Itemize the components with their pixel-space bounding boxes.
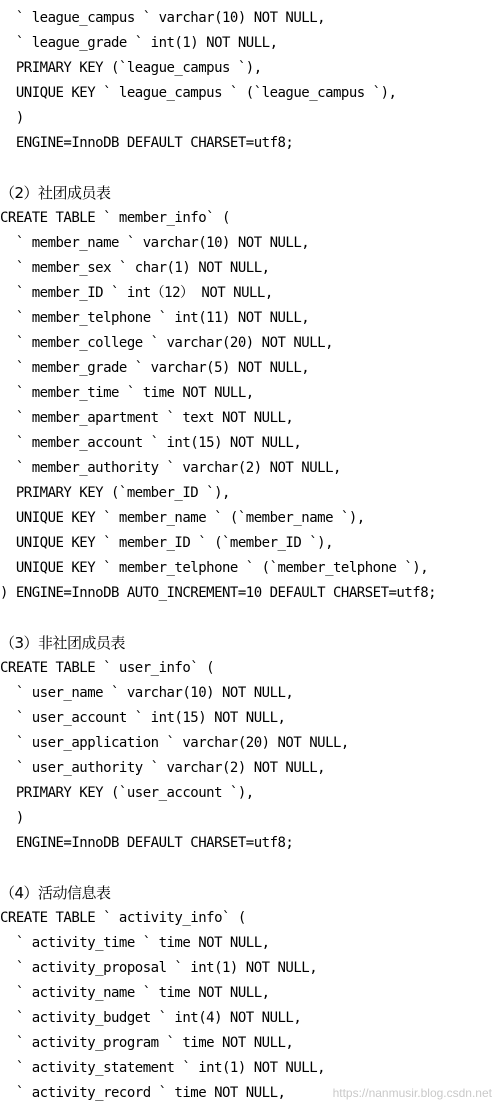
code-line: ` member_grade ` varchar(5) NOT NULL, — [0, 360, 310, 376]
code-line: ` activity_record ` time NOT NULL, — [0, 1085, 286, 1101]
code-line: ` activity_statement ` int(1) NOT NULL, — [0, 1060, 326, 1076]
code-line: ENGINE=InnoDB DEFAULT CHARSET=utf8; — [0, 835, 294, 851]
code-line: ` member_telphone ` int(11) NOT NULL, — [0, 310, 310, 326]
code-line: CREATE TABLE ` member_info` ( — [0, 210, 230, 226]
code-line: ` member_college ` varchar(20) NOT NULL, — [0, 335, 334, 351]
code-line: ` user_authority ` varchar(2) NOT NULL, — [0, 760, 326, 776]
code-line: ` league_grade ` int(1) NOT NULL, — [0, 35, 278, 51]
code-line: ` user_account ` int(15) NOT NULL, — [0, 710, 286, 726]
code-line: ENGINE=InnoDB DEFAULT CHARSET=utf8; — [0, 135, 294, 151]
code-line: ` member_time ` time NOT NULL, — [0, 385, 254, 401]
section-heading: （2）社团成员表 — [0, 184, 111, 202]
code-line: ) — [0, 110, 24, 126]
code-line: ` member_apartment ` text NOT NULL, — [0, 410, 294, 426]
code-line: CREATE TABLE ` user_info` ( — [0, 660, 215, 676]
code-line: ` activity_budget ` int(4) NOT NULL, — [0, 1010, 302, 1026]
code-line: ` activity_proposal ` int(1) NOT NULL, — [0, 960, 318, 976]
code-line: ` activity_name ` time NOT NULL, — [0, 985, 270, 1001]
code-line: ` activity_program ` time NOT NULL, — [0, 1035, 294, 1051]
code-line: UNIQUE KEY ` member_name ` (`member_name `), — [0, 510, 365, 526]
code-line: ` user_application ` varchar(20) NOT NULL, — [0, 735, 349, 751]
code-line: PRIMARY KEY (`user_account `), — [0, 785, 254, 801]
code-line: ` member_account ` int(15) NOT NULL, — [0, 435, 302, 451]
code-line: PRIMARY KEY (`member_ID `), — [0, 485, 230, 501]
code-line: ` user_name ` varchar(10) NOT NULL, — [0, 685, 294, 701]
section-heading: （4）活动信息表 — [0, 884, 111, 902]
code-line: ) — [0, 810, 24, 826]
code-line: ` member_ID ` int（12） NOT NULL, — [0, 285, 273, 301]
watermark: https://nanmusir.blog.csdn.net — [332, 1086, 492, 1100]
code-line: PRIMARY KEY (`league_campus `), — [0, 60, 262, 76]
section-heading: （3）非社团成员表 — [0, 634, 126, 652]
code-line: UNIQUE KEY ` league_campus ` (`league_campus `), — [0, 85, 397, 101]
code-line: ` member_authority ` varchar(2) NOT NULL, — [0, 460, 341, 476]
code-line: ` member_name ` varchar(10) NOT NULL, — [0, 235, 310, 251]
code-line: ) ENGINE=InnoDB AUTO_INCREMENT=10 DEFAULT CHARSET=utf8; — [0, 585, 437, 601]
code-line: ` league_campus ` varchar(10) NOT NULL, — [0, 10, 326, 26]
code-line: CREATE TABLE ` activity_info` ( — [0, 910, 246, 926]
code-line: UNIQUE KEY ` member_ID ` (`member_ID `), — [0, 535, 334, 551]
code-line: ` member_sex ` char(1) NOT NULL, — [0, 260, 270, 276]
code-line: UNIQUE KEY ` member_telphone ` (`member_telphone `), — [0, 560, 429, 576]
code-line: ` activity_time ` time NOT NULL, — [0, 935, 270, 951]
